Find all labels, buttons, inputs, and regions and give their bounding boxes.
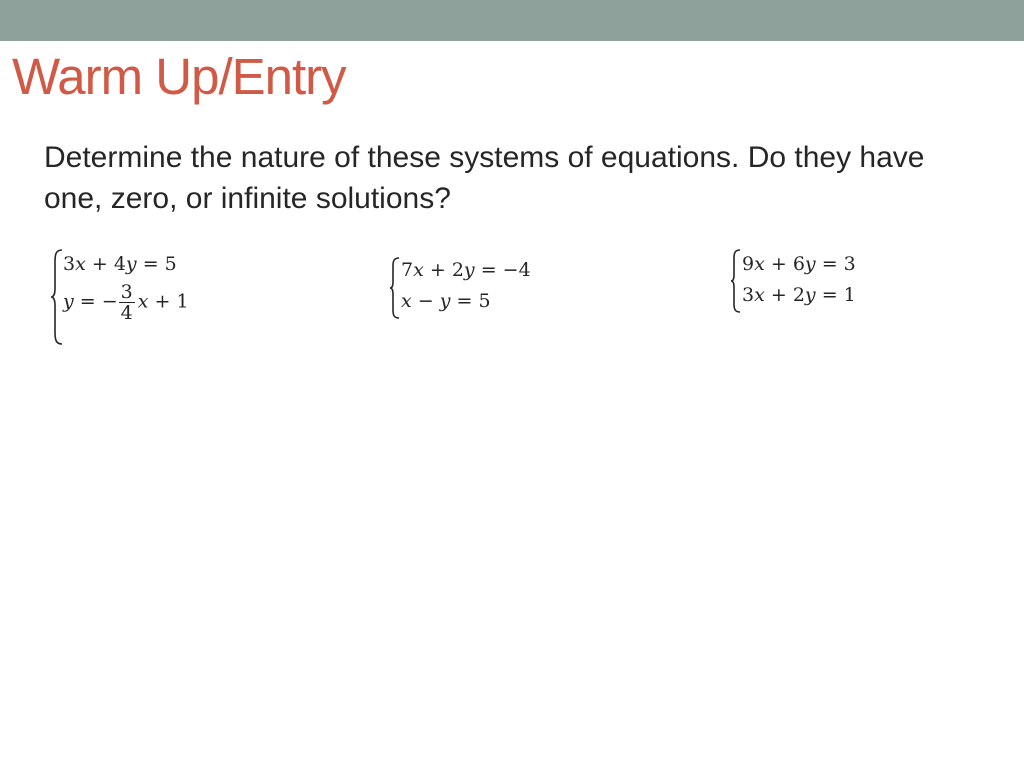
system-3 bbox=[730, 248, 930, 316]
system-2 bbox=[389, 256, 589, 320]
equation bbox=[742, 284, 856, 306]
fraction bbox=[119, 282, 135, 323]
equation bbox=[401, 259, 531, 281]
top-bar bbox=[0, 0, 1024, 41]
equation bbox=[401, 290, 491, 312]
equation-text: x − y = 5 bbox=[401, 290, 491, 312]
slide-prompt: Determine the nature of these systems of equations. Do they have one, zero, or infinite solutions? bbox=[44, 141, 925, 215]
equation-text: 3x + 4y = 5 bbox=[63, 253, 177, 275]
fraction-numerator: 3 bbox=[120, 281, 133, 303]
equation bbox=[63, 253, 177, 275]
left-brace-icon bbox=[50, 248, 64, 346]
fraction-denominator: 4 bbox=[120, 302, 133, 324]
equation-text: 9x + 6y = 3 bbox=[742, 253, 856, 275]
left-brace-icon bbox=[730, 248, 742, 314]
equation bbox=[742, 253, 856, 275]
equation-text: 7x + 2y = −4 bbox=[401, 259, 531, 281]
equation-text: 3x + 2y = 1 bbox=[742, 284, 856, 306]
left-brace-icon bbox=[389, 256, 401, 320]
system-1 bbox=[50, 248, 250, 348]
equation-lhs: y = − bbox=[63, 290, 118, 313]
equation-rhs: x + 1 bbox=[137, 290, 189, 313]
equation-with-fraction bbox=[63, 282, 189, 323]
slide-title: Warm Up/Entry bbox=[12, 48, 346, 105]
